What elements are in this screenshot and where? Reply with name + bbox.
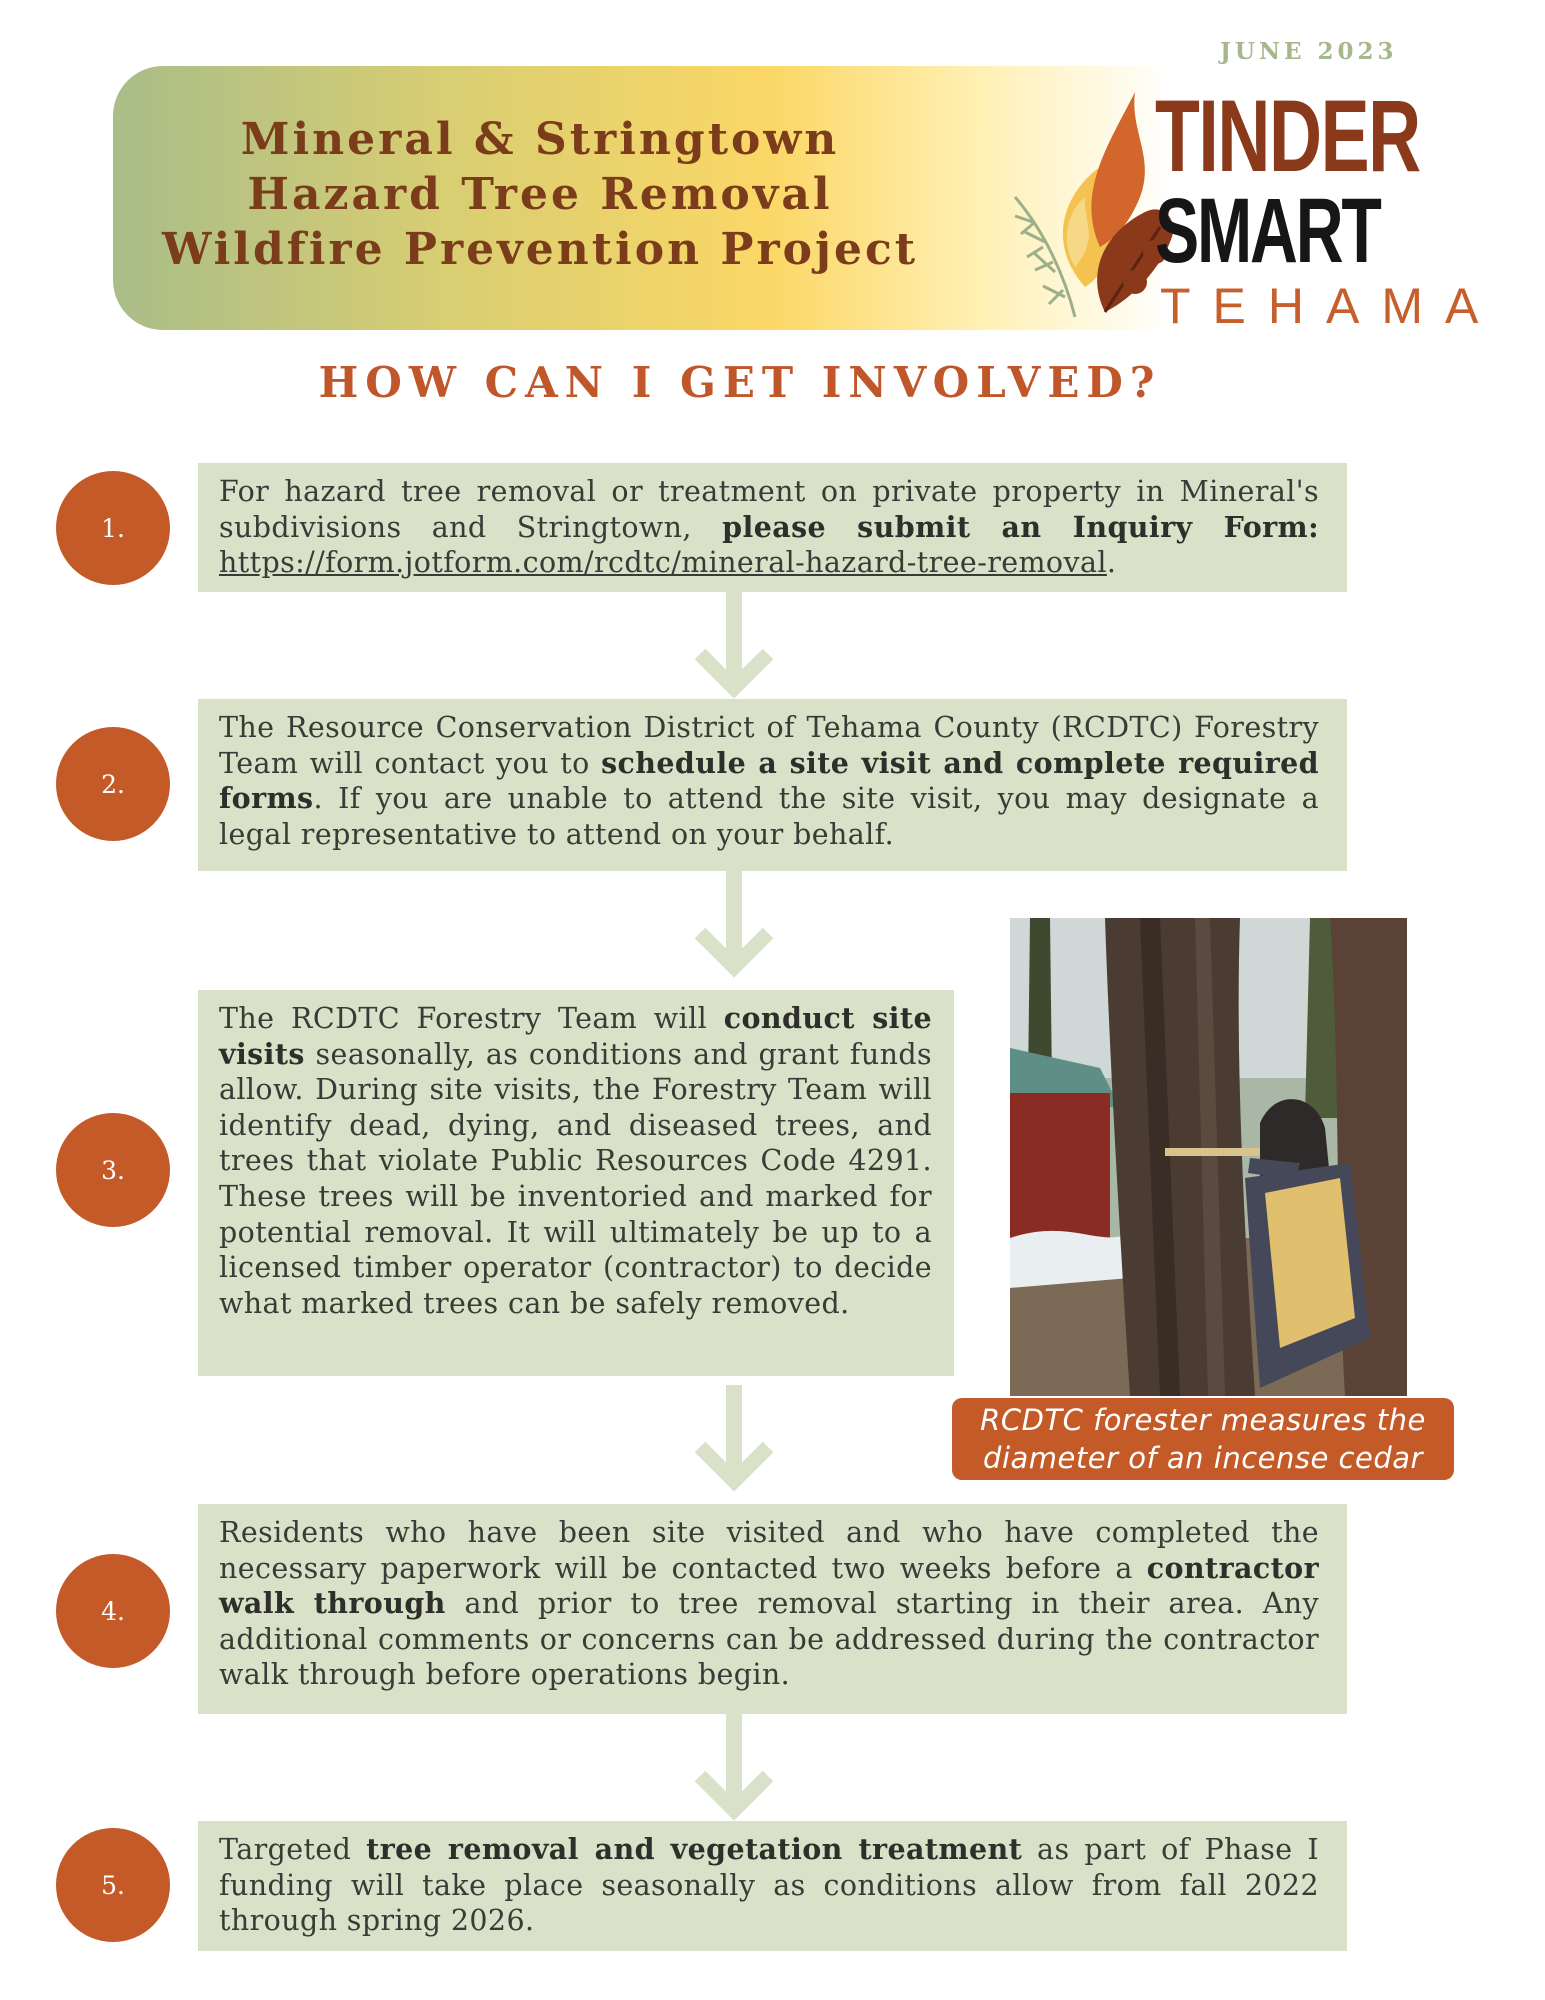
down-arrow-icon bbox=[694, 1714, 774, 1824]
step-text: For hazard tree removal or treatment on private property in Mineral's subdivisions and Stringtown, bbox=[219, 475, 1319, 544]
logo-word-smart: SMART bbox=[1155, 180, 1380, 282]
title-line: Hazard Tree Removal bbox=[247, 169, 833, 220]
step-text: . If you are unable to attend the site visit, you may designate a legal representative to attend on your behalf. bbox=[219, 782, 1319, 851]
down-arrow-icon bbox=[694, 1385, 774, 1495]
step-4-box bbox=[198, 1504, 1347, 1714]
down-arrow-icon bbox=[694, 592, 774, 702]
issue-date: JUNE 2023 bbox=[1220, 38, 1398, 65]
step-1-box bbox=[198, 463, 1347, 592]
title-line: Mineral & Stringtown bbox=[240, 114, 840, 165]
section-heading: HOW CAN I GET INVOLVED? bbox=[318, 358, 1162, 407]
step-number-badge: 4. bbox=[56, 1554, 170, 1668]
step-emphasis: contractor walk through bbox=[219, 1550, 1319, 1621]
step-number-badge: 3. bbox=[56, 1113, 170, 1227]
step-number-badge: 2. bbox=[56, 727, 170, 841]
logo-word-tinder: TINDER bbox=[1155, 79, 1420, 193]
step-text: and prior to tree removal starting in their area. Any additional comments or concerns can be addressed during the contractor walk through before operations begin. bbox=[219, 1587, 1319, 1692]
step-3-box bbox=[198, 990, 954, 1376]
step-number-badge: 1. bbox=[56, 471, 170, 585]
step-text: The RCDTC Forestry Team will bbox=[219, 1002, 724, 1035]
step-text: . bbox=[1106, 546, 1117, 580]
logo-word-tehama: TEHAMA bbox=[1160, 278, 1501, 334]
step-2-box bbox=[198, 699, 1347, 871]
step-number-badge: 5. bbox=[56, 1828, 170, 1942]
step-emphasis: conduct site visits bbox=[219, 1001, 932, 1071]
page-title bbox=[140, 112, 940, 277]
step-text: Residents who have been site visited and who have completed the necessary paperwork will be contacted two weeks before a bbox=[219, 1516, 1319, 1585]
caption-line: diameter of an incense cedar bbox=[983, 1441, 1423, 1475]
inquiry-form-link[interactable]: https://form.jotform.com/rcdtc/mineral-hazard-tree-removal bbox=[219, 546, 1107, 580]
step-5-box bbox=[198, 1821, 1347, 1951]
step-text: seasonally, as conditions and grant funds allow. During site visits, the Forestry Team will identify dead, dying, and diseased trees, and trees that violate Public Resources Code 4291. These trees will be inventoried and marked for potential removal. It will ultimately be up to a licensed timber operator (contractor) to decide what marked trees can be safely removed. bbox=[219, 1037, 932, 1320]
step-text: as part of Phase I funding will take place seasonally as conditions allow from fall 2022 through spring 2026. bbox=[219, 1833, 1320, 1938]
forester-photo bbox=[1010, 918, 1407, 1396]
step-text: Targeted bbox=[219, 1833, 367, 1866]
title-line: Wildfire Prevention Project bbox=[161, 224, 919, 275]
step-emphasis: tree removal and vegetation treatment bbox=[366, 1832, 1023, 1866]
photo-caption bbox=[952, 1398, 1454, 1480]
step-text: The Resource Conservation District of Tehama County (RCDTC) Forestry Team will contact you to bbox=[219, 711, 1319, 780]
caption-line: RCDTC forester measures the bbox=[980, 1403, 1426, 1437]
step-emphasis: please submit an Inquiry Form: bbox=[722, 509, 1319, 544]
step-emphasis: schedule a site visit and complete required forms bbox=[219, 745, 1319, 816]
down-arrow-icon bbox=[694, 871, 774, 981]
